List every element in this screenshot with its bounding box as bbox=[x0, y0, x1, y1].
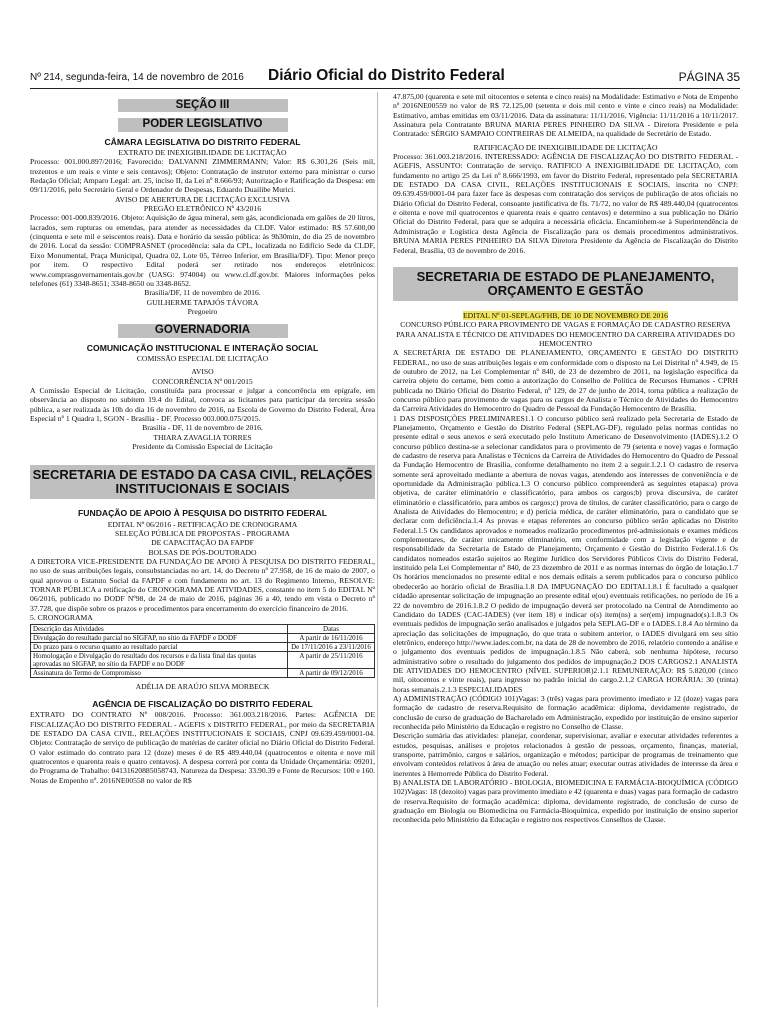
act-body: A) ADMINISTRAÇÃO (CÓDIGO 101)Vagas: 3 (três) vagas para provimento imediato e 12 (doze) vagas para formação de cadastro de reserva.Requisito de formação acadêmica: diploma, devidamente registrado, de conclusão de curso de graduação de Bacharelado em Administração, expedido por instituição de ensino superior reconhecida pelo Ministério da Educação e registro no Conselho de Classe. bbox=[393, 693, 738, 731]
branch-heading: PODER LEGISLATIVO bbox=[118, 118, 288, 131]
table-cell: A partir de 25/11/2016 bbox=[288, 652, 375, 669]
journal-title: Diário Oficial do Distrito Federal bbox=[268, 67, 505, 84]
table-cell: De 17/11/2016 a 23/11/2016 bbox=[288, 643, 375, 652]
act-body: 47.875,00 (quarenta e sete mil oitocentos e setenta e cinco reais) na Modalidade: Estimativo e Nota de Empenho nº 2016NE00559 no valor de R$ 72.125,00 (setenta e dois mil cento e vinte e cinco reais) na Modalidade: Estimativo, ambas emitidas em 03/11/2016. Data da assinatura: 11/11/2016. Vigência: 11/11/2016 a 10/11/2017. Assinatura pela Contratante BRUNA MARIA PERES PINHEIRO DA SILVA - Diretora Presidente e pela Contratado: SÉRGIO SAMPAIO CONTREIRAS DE ALMEIDA, na qualidade de Secretário de Estado. bbox=[393, 92, 738, 139]
act-subtitle: BOLSAS DE PÓS-DOUTORADO bbox=[148, 547, 257, 557]
table-cell: Assinatura do Termo de Compromisso bbox=[31, 669, 288, 678]
edital-title-highlight: EDITAL Nº 01-SEPLAG/FHB, DE 10 DE NOVEMBRO DE 2016 bbox=[462, 310, 668, 320]
table-header: Datas bbox=[288, 625, 375, 634]
table-cell: Do prazo para o recurso quanto ao resultado parcial bbox=[31, 643, 288, 652]
table-row bbox=[31, 669, 375, 678]
table-cell: A partir de 16/11/2016 bbox=[288, 634, 375, 643]
page-header bbox=[30, 62, 740, 89]
act-subtitle: CONCORRÊNCIA Nº 001/2015 bbox=[152, 376, 253, 386]
column-divider bbox=[377, 92, 378, 1007]
table-cell: Divulgação do resultado parcial no SIGFAP, no sítio da FAPDF e DODF bbox=[31, 634, 288, 643]
act-body: Processo: 361.003.218/2016. INTERESSADO: AGÊNCIA DE FISCALIZAÇÃO DO DISTRITO FEDERAL - AGEFIS, ASSUNTO: Contratação de serviço. RATIFICO A INEXIGIBILIDADE DE LICITAÇÃO, com fundamento no artigo 25 da Lei nº 8.666/1993, em favor do Distrito Federal, representado pela SECRETARIA DE ESTADO DA CASA CIVIL, RELAÇÕES INSTITUCIONAIS E SOCIAIS, inscrita no CNPJ: 09.639.459/0001-04 para fazer face às despesas com contratação dos serviços de publicação de atos oficiais no Diário Oficial do Distrito Federal, consoante justificativa de fls. 71/72, no valor de R$ 489.440,04 (quatrocentos e oitenta e nove mil quatrocentos e quarenta reais e quatro centavos) e determino a sua publicação no Diário Oficial do Distrito Federal, para que se adquira a necessária eficácia. Encaminhem-se à Superintendência de Administração e Logística desta Agência de Fiscalização para os demais procedimentos administrativos. BRUNA MARIA PERES PINHEIRO DA SILVA Diretora Presidente da Agência de Fiscalização do Distrito Federal, Brasília, 03 de novembro de 2016. bbox=[393, 152, 738, 255]
act-body: A DIRETORA VICE-PRESIDENTE DA FUNDAÇÃO DE APOIO À PESQUISA DO DISTRITO FEDERAL, no uso de suas atribuições legais, consubstanciadas no art. 14, do Decreto nº 27.958, de 16 de maio de 2007, o qual aprovou o Estatuto Social da FAPDF e com fundamento no art. 13 do Regimento Interno, RESOLVE: TORNAR PÚBLICA a retificação do CRONOGRAMA DE ATIVIDADES, constante no item 5 do EDITAL Nº 06/2016, publicado no DODF Nº98, de 24 de maio de 2016, páginas 36 a 40, tendo em vista o Decreto nº 37.728, que dispõe sobre os prazos e procedimentos para encerramento do exercício financeiro de 2016. bbox=[30, 557, 375, 613]
act-subtitle: DE CAPACITAÇÃO DA FAPDF bbox=[151, 538, 254, 548]
act-body: 1 DAS DISPOSIÇÕES PRELIMINARES1.1 O concurso público será realizado pela Secretaria de Estado de Planejamento, Orçamento e Gestão do Distrito Federal (SEPLAG-DF), regulado pelas normas contidas no presente edital e seus anexos e será executado pelo Instituto Americano de Desenvolvimento (IADES).1.2 O concurso público destina-se a selecionar candidatos para o provimento de 79 (setenta e nove) vagas e formação de cadastro de reserva para Analistas e Técnicos da Carreira de Atividades do Hemocentro do Quadro de Pessoal da Fundação Hemocentro de Brasília, conforme detalhamento no item 2 a seguir.1.2.1 O cadastro de reserva somente será aproveitado mediante a abertura de novas vagas, atendendo aos interesses de conveniência e de oportunidade da Administração pública.1.3 O concurso público compreenderá as seguintes etapas:a) prova objetiva, de caráter eliminatório e classificatório, para ambos os cargos;b) prova discursiva, de caráter eliminatório e classificatório, para ambos os cargos;c) prova de títulos, de caráter classificatório, para o cargo de Analista de Atividades do Hemocentro; e d) perícia médica, de caráter eliminatório, para o candidato que se declarar com deficiência.1.4 As provas e etapas referentes ao concurso público serão aplicadas no Distrito Federal.1.5 Os candidatos aprovados e nomeados realizarão procedimentos pré-admissionais e exames médicos complementares, de caráter unicamente eliminatório, em conformidade com a legislação vigente e de responsabilidade da Secretaria de Estado de Planejamento, Orçamento e Gestão do Distrito Federal.1.6 Os candidatos nomeados estarão sujeitos ao Regime Jurídico dos Servidores Públicos Civis do Distrito Federal, instituído pela Lei Complementar nº 840, de 23 dezembro de 2011 e as normas internas do órgão de lotação.1.7 Os horários mencionados no presente edital e nos demais editais a serem publicados para o concurso público obedecerão ao horário oficial de Brasília.1.8 DA IMPUGNAÇÃO DO EDITAL1.8.1 É facultado a qualquer cidadão apresentar solicitação de impugnação ao presente edital e(ou) eventuais retificações, no período de 16 a 22 de novembro de 2016.1.8.2 O pedido de impugnação deverá ser protocolado na Central de Atendimento ao Candidato do IADES (CAC-IADES) (ver item 18) e indicar o(s) item(ns) a ser(em) impugnado(s).1.8.3 Os eventuais pedidos de impugnação serão analisados e julgados pela SEPLAG-DF e o IADES.1.8.4 Ao término da apreciação das solicitações de impugnação, do que trata o subitem anterior, o IADES divulgará em seu sítio eletrônico, endereço http://www.iades.com.br, na data de 28 de novembro de 2016, relatório contendo a análise e o julgamento dos eventuais pedidos de impugnação.1.8.5 Não caberá, sob nenhuma hipótese, recurso administrativo sobre o resultado do julgamento dos pedidos de impugnação.2 DOS CARGOS2.1 ANALISTA DE ATIVIDADES DO HEMOCENTRO (NÍVEL SUPERIOR)2.1.1 REMUNERAÇÃO: R$ 5.820,00 (cinco mil, oitocentos e vinte reais), para ingresso no padrão inicial do cargo.2.1.2 CARGA HORÁRIA: 30 (trinta) horas semanais.2.1.3 ESPECIALIDADES bbox=[393, 413, 738, 694]
table-row bbox=[31, 625, 375, 634]
org-subheading: COMISSÃO ESPECIAL DE LICITAÇÃO bbox=[136, 353, 269, 363]
org-heading: COMUNICAÇÃO INSTITUCIONAL E INTERAÇÃO SOCIAL bbox=[86, 342, 319, 353]
act-body: A Comissão Especial de Licitação, constituída para processar e julgar a concorrência em epígrafe, em observância ao disposto no subitem 19.4 do Edital, convoca as licitantes para participar da terceira sessão pública, a ser realizada às 10h do dia 16 de novembro de 2016, na Escola de Governo do Distrito Federal, Área Especial nº 1 Quadra 1, SGON - Brasília - DF. Processo 003.000.075/2015. bbox=[30, 385, 375, 423]
act-subtitle: SELEÇÃO PÚBLICA DE PROPOSTAS - PROGRAMA bbox=[115, 529, 290, 539]
table-row bbox=[31, 634, 375, 643]
act-title: EXTRATO DE INEXIGIBILIDADE DE LICITAÇÃO bbox=[118, 148, 287, 158]
signer-name: GUILHERME TAPAJÓS TÁVORA bbox=[146, 297, 259, 307]
act-title: RATIFICAÇÃO DE INEXIGIBILIDADE DE LICITAÇÃO bbox=[473, 142, 658, 152]
act-date: Brasília - DF, 11 de novembro de 2016. bbox=[142, 423, 263, 433]
table-header: Descrição das Atividades bbox=[31, 625, 288, 634]
act-body: EXTRATO DO CONTRATO Nº 008/2016. Processo: 361.003.218/2016. Partes: AGÊNCIA DE FISCALIZAÇÃO DO DISTRITO FEDERAL - AGEFIS x DISTRITO FEDERAL, por meio da SECRETARIA DE ESTADO DA CASA CIVIL, RELAÇÕES INSTITUCIONAIS E SOCIAIS, CNPJ 09.639.459/0001-04. Objeto: Contratação de serviço de publicação de matérias de caráter oficial no Diário Oficial do Distrito Federal. O valor estimado do contrato para 12 (doze) meses é de R$ 489.440,04 (quatrocentos e oitenta e nove mil quatrocentos e quarenta reais e quatro centavos). A despesa correrá por conta da Unidade Orçamentária: 09201, do Programa de Trabalho: 04131620885058743, Natureza da Despesa: 33.90.39 e Fonte de Recursos: 100 e 160. Notas de Empenho nº. 2016NE00558 no valor de R$ bbox=[30, 710, 375, 785]
act-body: A SECRETÁRIA DE ESTADO DE PLANEJAMENTO, ORÇAMENTO E GESTÃO DO DISTRITO FEDERAL, no uso de suas atribuições legais e em conformidade com o disposto na Lei Distrital nº 4.949, de 15 de outubro de 2012, na Lei Complementar nº 840, de 23 de dezembro de 2011, na legislação específica da carreira objeto do certame, bem como a autorização do Conselho de Política de Recursos Humanos - CPRH publicada no Diário Oficial do Distrito Federal, nº 129, de 27 de junho de 2014, torna pública a realização de concurso público para provimento de vagas para os cargos de Analista e Técnico de Atividades do Hemocentro da Carreira Atividades do Hemocentro do Quadro de Pessoal da Fundação Hemocentro de Brasília. bbox=[393, 348, 738, 414]
act-title: AVISO DE ABERTURA DE LICITAÇÃO EXCLUSIVA bbox=[114, 194, 291, 204]
act-title: AVISO bbox=[191, 367, 214, 377]
left-column bbox=[30, 92, 375, 785]
schedule-table bbox=[30, 624, 375, 678]
table-row bbox=[31, 643, 375, 652]
secretariat-heading: SECRETARIA DE ESTADO DE PLANEJAMENTO, ORÇAMENTO E GESTÃO bbox=[393, 267, 738, 301]
branch-heading: GOVERNADORIA bbox=[118, 324, 288, 337]
org-heading-camara: CÂMARA LEGISLATIVA DO DISTRITO FEDERAL bbox=[104, 136, 301, 147]
act-body: Processo: 001-000.839/2016. Objeto: Aquisição de água mineral, sem gás, acondicionada em galões de 20 litros, lacrados, sem rupturas ou emendas, para atender as necessidades da CLDF. Valor estimado: R$ 57.600,00 (cinquenta e sete mil e seiscentos reais). Data e horário da sessão pública: às 9h30min, do dia 25 de novembro de 2016. Local da sessão: COMPRASNET (procedência: sala da CPL, localizada no Edifício Sede da CLDF, Eixo Monumental, Praça Municipal, Quadra 02, Lote 05, Térreo Inferior, em Brasília/DF). Tipo: Menor preço por item. O respectivo Edital poderá ser retirado nos endereços eletrônicos: www.comprasgovernamentais.gov.br (UASG: 974004) ou www.cl.df.gov.br. Maiores informações pelos telefones (61) 3348-8651; 3348-8650 ou 3348-8652. bbox=[30, 213, 375, 288]
act-body: Processo: 001.000.897/2016; Favorecido: DALVANNI ZIMMERMANN; Valor: R$ 6.301,26 (Seis mil, trezentos e um reais e vinte e seis centavos); Objeto: Contratação de instrutor externo para ministrar o curso Redação Oficial; Amparo Legal: art. 25, inciso II, da Lei nº 8.666/93; Autorização e Ratificação da Despesa: em 09/11/2016, pelo Secretário Geral e Ordenador de Despesas, Eduardo Duailibe Murici. bbox=[30, 157, 375, 195]
right-column bbox=[393, 92, 738, 825]
table-cell: A partir de 09/12/2016 bbox=[288, 669, 375, 678]
org-heading: AGÊNCIA DE FISCALIZAÇÃO DO DISTRITO FEDERAL bbox=[92, 698, 313, 709]
signer-role: Pregoeiro bbox=[187, 306, 218, 316]
act-title: EDITAL Nº 06/2016 - RETIFICAÇÃO DE CRONOGRAMA bbox=[107, 519, 298, 529]
issue-date: Nº 214, segunda-feira, 14 de novembro de 2016 bbox=[30, 72, 244, 83]
act-date: Brasília/DF, 11 de novembro de 2016. bbox=[144, 288, 261, 298]
signer-role: Presidente da Comissão Especial de Licitação bbox=[132, 442, 273, 451]
section-heading: SEÇÃO III bbox=[118, 99, 288, 112]
act-body: Descrição sumária das atividades: planejar, coordenar, supervisionar, avaliar e executar atividades referentes a estudos, pesquisas, análises e projetos relacionados à gestão de pessoas, orçamento, finanças, material, transporte, patrimônio, cargos e salários, organização e métodos; participar de programas de treinamento que envolvam conteúdos relativos à área de atuação ou neles atuar; executar outras atividades de interesse da área e inerentes à Hemorrede Pública do Distrito Federal. bbox=[393, 731, 738, 778]
act-subtitle: CONCURSO PÚBLICO PARA PROVIMENTO DE VAGAS E FORMAÇÃO DE CADASTRO RESERVA PARA ANALISTA E TÉCNICO DE ATIVIDADES DO HEMOCENTRO DA CARREIRA ATIVIDADES DO HEMOCENTRO bbox=[396, 320, 735, 348]
page-number: PÁGINA 35 bbox=[678, 70, 740, 84]
secretariat-heading: SECRETARIA DE ESTADO DA CASA CIVIL, RELAÇÕES INSTITUCIONAIS E SOCIAIS bbox=[30, 465, 375, 499]
table-cell: Homologação e Divulgação do resultado dos recursos e da lista final das quotas aprovadas no SIGFAP, no sítio da FAPDF e no DODF bbox=[31, 652, 288, 669]
signer-name: THIARA ZAVAGLIA TORRES bbox=[153, 432, 252, 442]
org-heading: FUNDAÇÃO DE APOIO À PESQUISA DO DISTRITO FEDERAL bbox=[78, 508, 327, 519]
signer-name: ADÉLIA DE ARAÚJO SILVA MORBECK bbox=[135, 682, 270, 692]
act-subtitle: PREGÃO ELETRÔNICO Nº 43/2016 bbox=[143, 204, 262, 214]
table-row bbox=[31, 652, 375, 669]
act-body: B) ANALISTA DE LABORATÓRIO - BIOLOGIA, BIOMEDICINA E FARMÁCIA-BIOQUÍMICA (CÓDIGO 102)Vagas: 18 (dezoito) vagas para provimento imediato e 42 (quarenta e duas) vagas para formação de cadastro de reserva.Requisito de formação acadêmica: diploma, devidamente registrado, de conclusão de curso de graduação em Biologia ou Biomedicina ou Farmácia-Bioquímica, expedido por instituição de ensino superior reconhecida pelo Ministério da Educação e registro nos respectivos Conselhos de Classe. bbox=[393, 778, 738, 825]
schedule-label: 5. CRONOGRAMA bbox=[30, 613, 93, 623]
